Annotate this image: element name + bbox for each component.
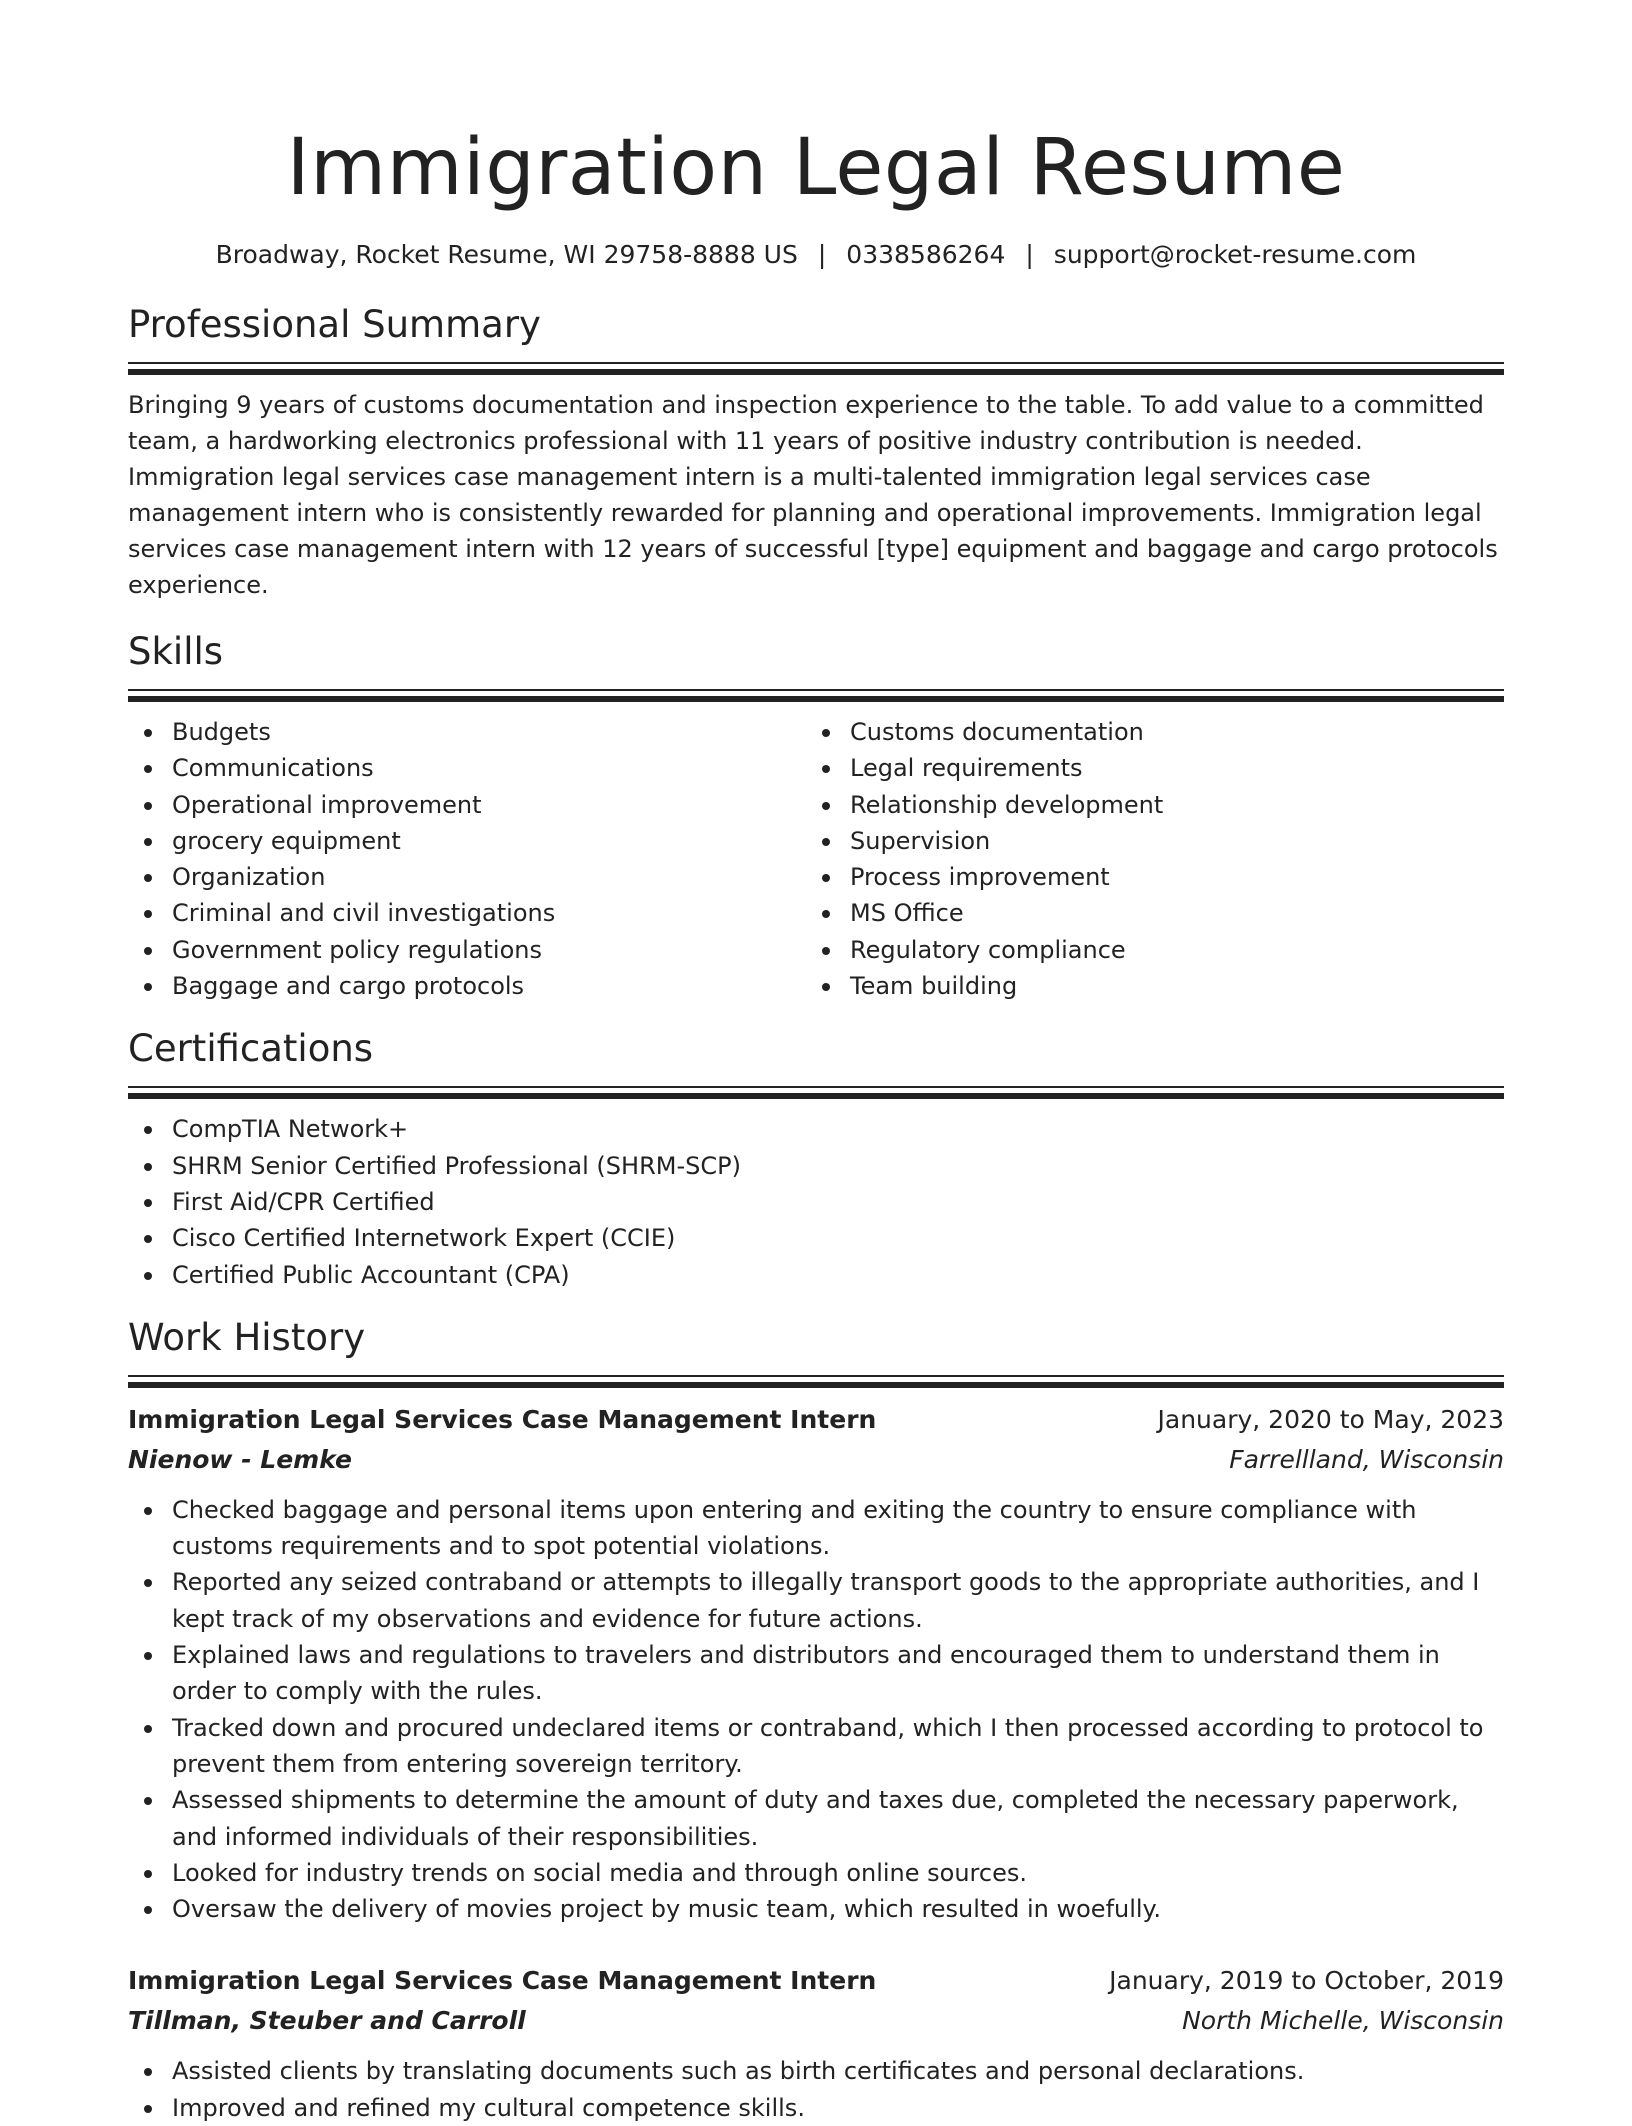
skill-item: Supervision [806,823,1484,859]
skill-item: MS Office [806,895,1484,931]
job-bullet: Tracked down and procured undeclared items or contraband, which I then processed according to protocol to prevent them from entering sovereign territory. [128,1710,1504,1783]
section-divider [128,362,1504,364]
section-heading: Work History [128,1315,366,1359]
job-bullet: Oversaw the delivery of movies project by music team, which resulted in woefully. [128,1891,1504,1927]
certifications-list [128,1111,1504,1292]
job-bullet: Looked for industry trends on social media and through online sources. [128,1855,1504,1891]
job-bullets [128,1492,1504,1928]
job-header [128,1961,1504,2001]
certification-item: Certified Public Accountant (CPA) [128,1257,1504,1293]
skills-column-left [128,714,806,1004]
job-location: Farrellland, Wisconsin [1229,1444,1504,1474]
resume-title: Immigration Legal Resume [286,123,1346,213]
contact-line [128,238,1504,272]
job-header [128,1400,1504,1440]
job-dates: January, 2020 to May, 2023 [1157,1404,1504,1434]
section-heading: Certifications [128,1027,374,1071]
section-divider [128,1086,1504,1088]
section-divider [128,696,1504,702]
contact-address: Broadway, Rocket Resume, WI 29758-8888 US [215,240,798,269]
certifications-section [128,1024,1504,1292]
skill-item: grocery equipment [128,823,806,859]
contact-separator: | [817,240,827,269]
job-bullet: Explained laws and regulations to travelers and distributors and encouraged them to understand them in order to comply with the rules. [128,1637,1504,1710]
job-bullet: Checked baggage and personal items upon entering and exiting the country to ensure compliance with customs requirements and to spot potential violations. [128,1492,1504,1565]
job-entry [128,1400,1504,1928]
contact-email: support@rocket-resume.com [1053,240,1417,269]
section-divider [128,1375,1504,1377]
job-bullet: Reported any seized contraband or attempts to illegally transport goods to the appropriate authorities, and I kept track of my observations and evidence for future actions. [128,1564,1504,1637]
job-bullet: Improved and refined my cultural competence skills. [128,2090,1504,2126]
skill-item: Communications [128,750,806,786]
certification-item: First Aid/CPR Certified [128,1184,1504,1220]
section-heading: Professional Summary [128,303,541,346]
work-history-section [128,1313,1504,2126]
resume-page [128,0,1504,2126]
section-divider [128,1093,1504,1099]
job-location: North Michelle, Wisconsin [1182,2006,1504,2036]
certification-item: SHRM Senior Certified Professional (SHRM-SCP) [128,1148,1504,1184]
skills-grid [128,714,1504,1004]
skill-item: Operational improvement [128,787,806,823]
job-title: Immigration Legal Services Case Management Intern [128,1966,877,1996]
contact-phone: 0338586264 [846,240,1006,269]
skill-item: Budgets [128,714,806,750]
skill-item: Government policy regulations [128,932,806,968]
job-dates: January, 2019 to October, 2019 [1109,1966,1504,1996]
job-company: Tillman, Steuber and Carroll [128,2006,526,2036]
section-divider [128,1382,1504,1388]
job-company: Nienow - Lemke [128,1444,352,1474]
skill-item: Criminal and civil investigations [128,895,806,931]
skills-column-right [806,714,1484,1004]
summary-section [128,300,1504,603]
job-entry [128,1961,1504,2126]
section-divider [128,689,1504,691]
job-bullet: Assessed shipments to determine the amount of duty and taxes due, completed the necessary paperwork, and informed individuals of their responsibilities. [128,1782,1504,1855]
job-title: Immigration Legal Services Case Management Intern [128,1404,877,1434]
section-divider [128,369,1504,375]
skill-item: Regulatory compliance [806,932,1484,968]
certification-item: Cisco Certified Internetwork Expert (CCIE) [128,1220,1504,1256]
skill-item: Baggage and cargo protocols [128,968,806,1004]
skill-item: Organization [128,859,806,895]
job-bullet: Assisted clients by translating documents such as birth certificates and personal declarations. [128,2053,1504,2089]
skills-section [128,627,1504,1004]
skill-item: Relationship development [806,787,1484,823]
job-subheader [128,2001,1504,2041]
certification-item: CompTIA Network+ [128,1111,1504,1147]
job-subheader [128,1440,1504,1480]
summary-text: Bringing 9 years of customs documentation and inspection experience to the table. To add value to a committed team, a hardworking electronics professional with 11 years of positive industry contribution is needed. Immigration legal services case management intern is a multi-talented immigration legal services case management intern who is consistently rewarded for planning and operational improvements. Immigration legal services case management intern with 12 years of successful [type] equipment and baggage and cargo protocols experience. [128,391,1498,599]
skill-item: Team building [806,968,1484,1004]
skill-item: Legal requirements [806,750,1484,786]
section-heading: Skills [128,630,224,673]
job-bullets [128,2053,1504,2126]
skill-item: Customs documentation [806,714,1484,750]
skill-item: Process improvement [806,859,1484,895]
contact-separator: | [1025,240,1034,269]
